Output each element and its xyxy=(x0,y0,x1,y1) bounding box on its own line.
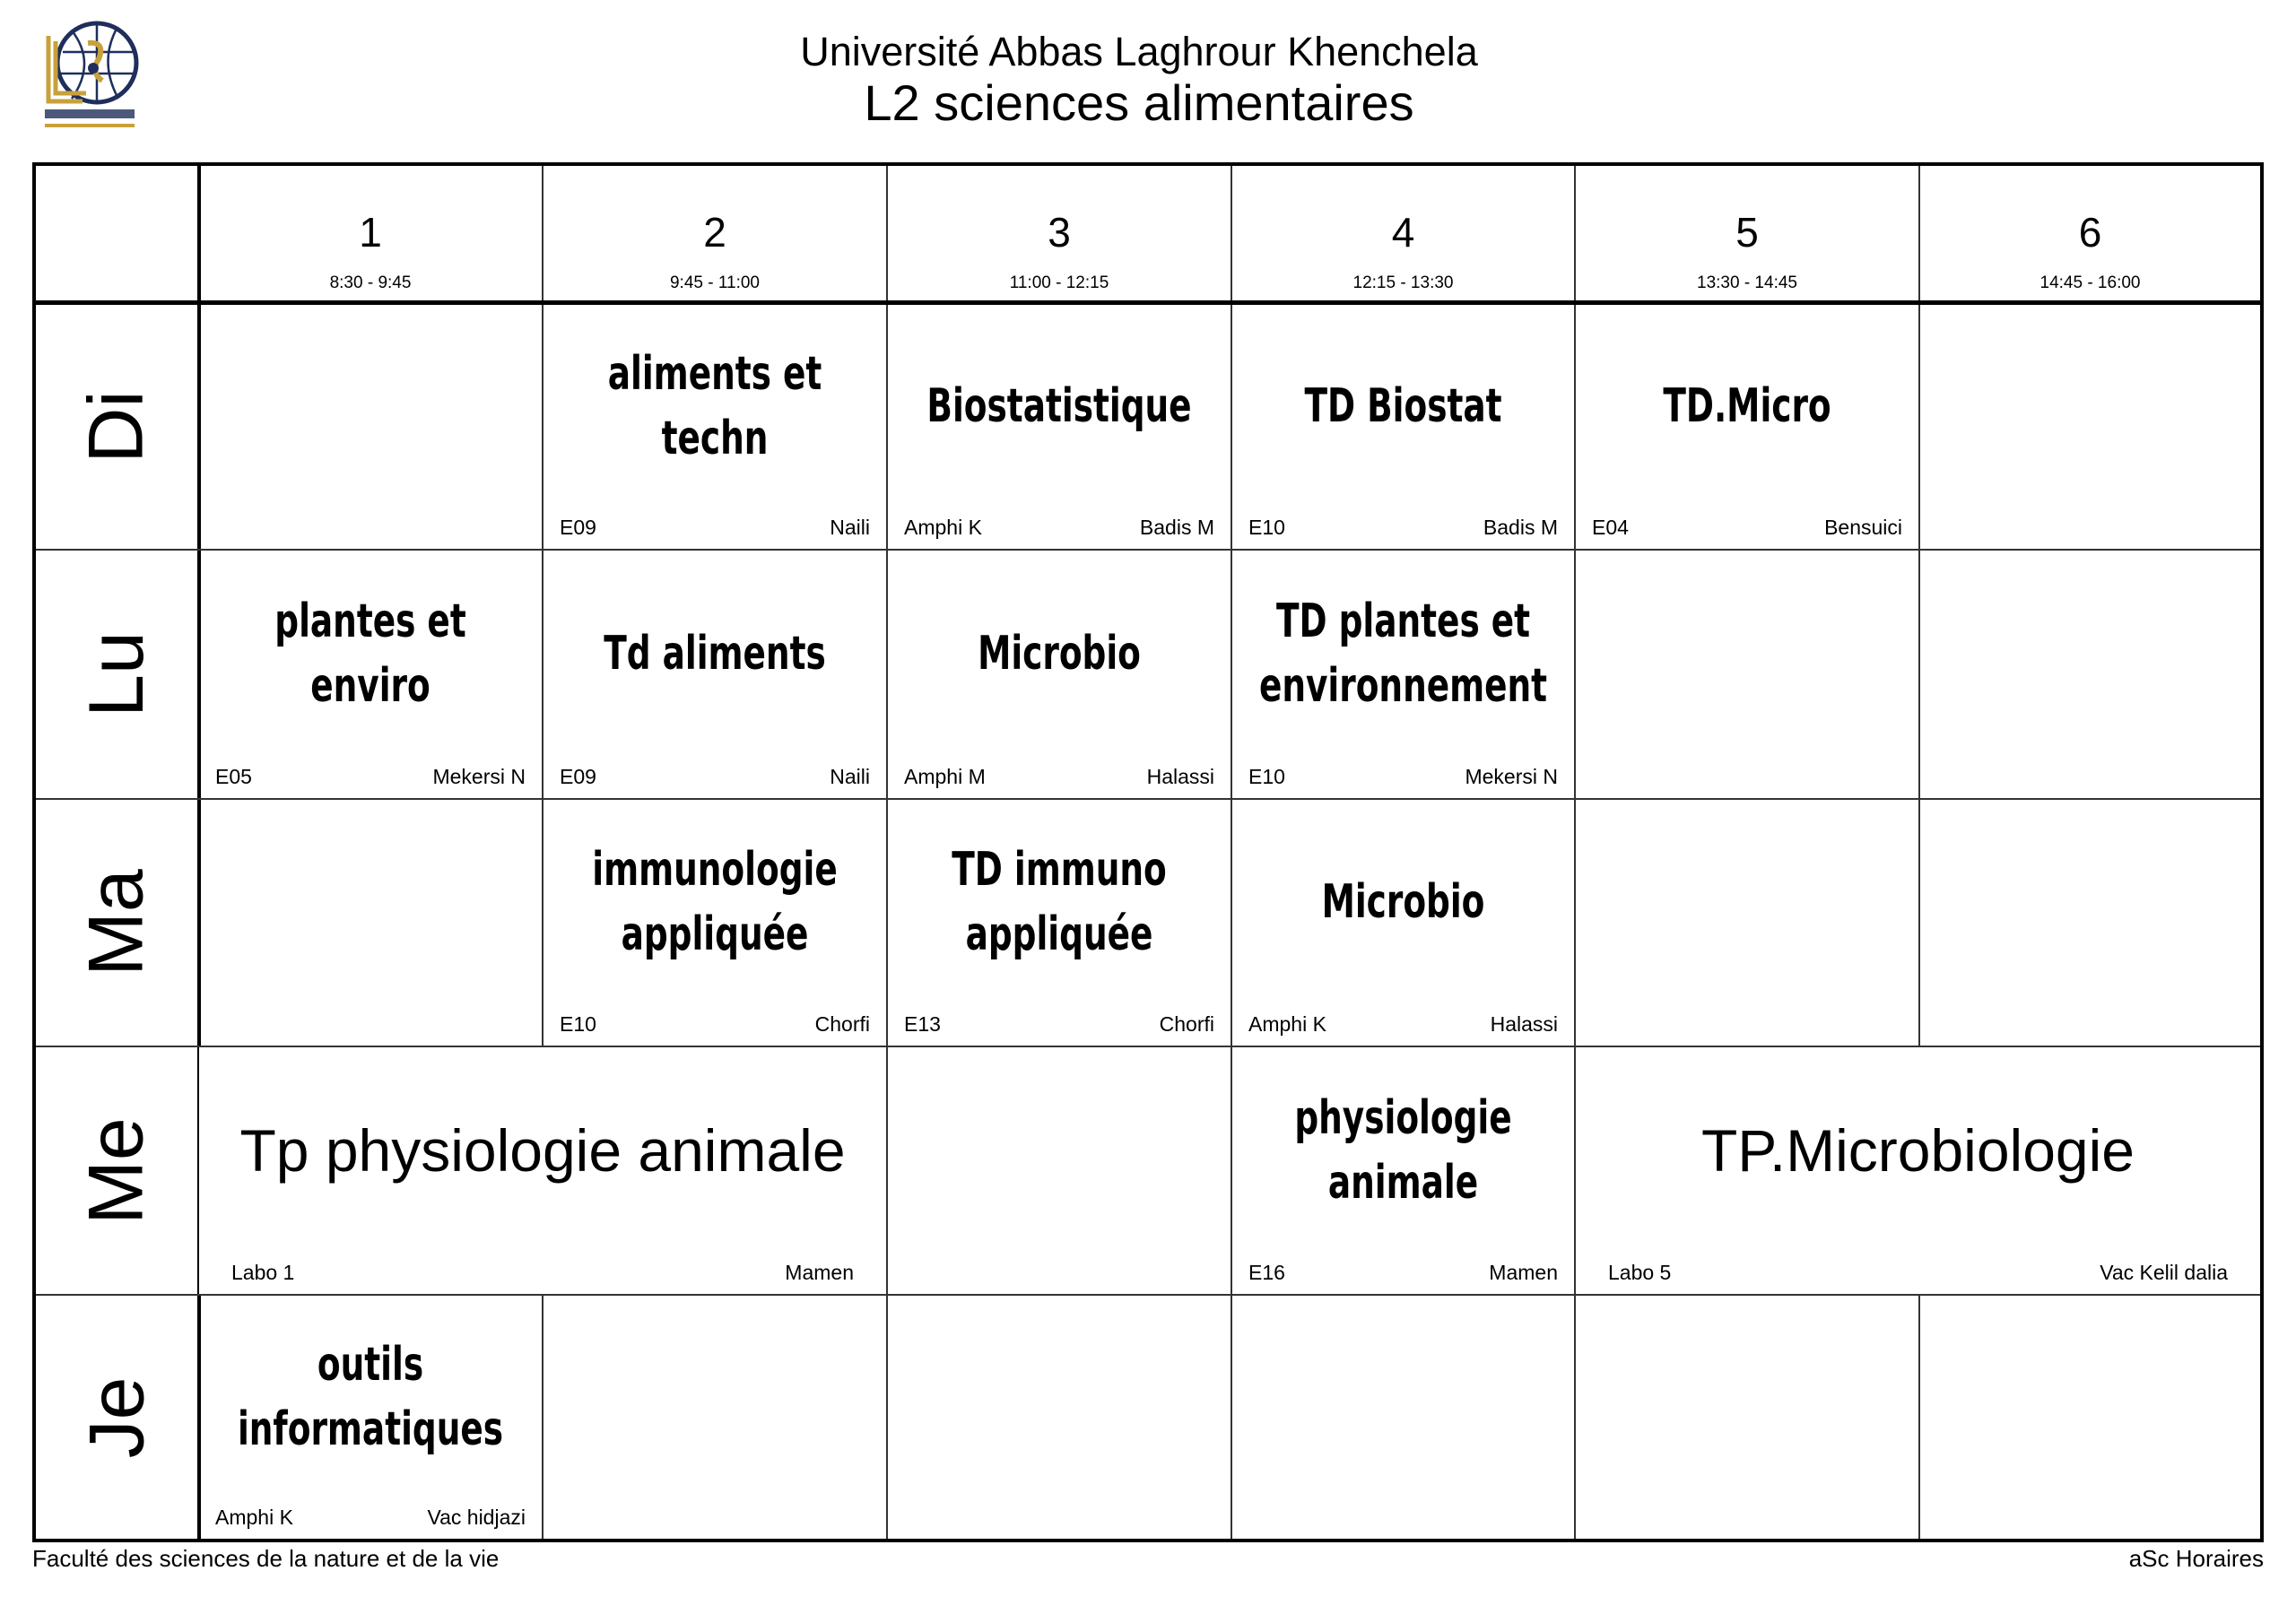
teacher-label: Chorfi xyxy=(1159,1012,1214,1036)
room-label: E04 xyxy=(1592,516,1629,539)
room-label: Labo 1 xyxy=(231,1261,295,1284)
session-card[interactable] xyxy=(199,1296,542,1539)
room-label: E10 xyxy=(560,1012,596,1036)
period-time: 11:00 - 12:15 xyxy=(1009,273,1109,292)
subject-label: Microbio xyxy=(1321,875,1485,929)
column-divider xyxy=(1918,166,1920,1539)
room-label: Amphi K xyxy=(904,516,982,539)
session-card[interactable] xyxy=(888,800,1231,1046)
period-header-3 xyxy=(888,166,1231,300)
subject-label: TD immuno appliquée xyxy=(952,843,1167,961)
subject-label: aliments et techn xyxy=(607,347,822,465)
faculty-footer: Faculté des sciences de la nature et de la vie xyxy=(32,1545,500,1572)
day-label-lu: Lu xyxy=(73,631,160,717)
teacher-label: Mekersi N xyxy=(432,765,526,788)
class-title: L2 sciences alimentaires xyxy=(864,74,1414,131)
session-card[interactable] xyxy=(1232,1047,1574,1294)
room-label: Amphi K xyxy=(1248,1012,1326,1036)
teacher-label: Badis M xyxy=(1483,516,1558,539)
teacher-label: Mamen xyxy=(785,1261,854,1284)
subject-label: Microbio xyxy=(978,627,1141,681)
subject-label: immunologie appliquée xyxy=(592,843,838,961)
period-number: 1 xyxy=(359,209,382,256)
period-header-2 xyxy=(544,166,886,300)
subject-label: plantes et enviro xyxy=(274,595,466,713)
teacher-label: Naili xyxy=(830,765,870,788)
teacher-label: Vac hidjazi xyxy=(427,1506,526,1529)
period-header-6 xyxy=(1920,166,2260,300)
period-number: 3 xyxy=(1048,209,1071,256)
day-label-je: Je xyxy=(74,1376,160,1458)
room-label: E05 xyxy=(215,765,252,788)
session-card[interactable] xyxy=(1576,1047,2260,1294)
day-label-di: Di xyxy=(74,390,160,464)
room-label: E09 xyxy=(560,516,596,539)
room-label: E16 xyxy=(1248,1261,1285,1284)
period-time: 9:45 - 11:00 xyxy=(669,273,760,292)
period-header-5 xyxy=(1576,166,1918,300)
subject-label: Td aliments xyxy=(604,627,826,681)
teacher-label: Chorfi xyxy=(814,1012,870,1036)
teacher-label: Badis M xyxy=(1139,516,1214,539)
session-card[interactable] xyxy=(544,551,886,798)
teacher-label: Mamen xyxy=(1489,1261,1558,1284)
period-time: 13:30 - 14:45 xyxy=(1697,273,1797,292)
subject-label: Biostatistique xyxy=(926,379,1192,433)
period-time: 14:45 - 16:00 xyxy=(2039,273,2141,292)
session-card[interactable] xyxy=(1232,551,1574,798)
teacher-label: Halassi xyxy=(1490,1012,1558,1036)
room-label: E10 xyxy=(1248,765,1285,788)
session-card[interactable] xyxy=(199,1047,886,1294)
session-card[interactable] xyxy=(544,800,886,1046)
period-number: 2 xyxy=(703,209,726,256)
software-credit: aSc Horaires xyxy=(2128,1545,2264,1572)
room-label: Amphi M xyxy=(904,765,986,788)
room-label: E13 xyxy=(904,1012,941,1036)
session-card[interactable] xyxy=(199,551,542,798)
period-number: 4 xyxy=(1391,209,1415,256)
subject-label: TD Biostat xyxy=(1304,379,1502,433)
period-header-1 xyxy=(199,166,542,300)
room-label: E09 xyxy=(560,765,596,788)
session-card[interactable] xyxy=(544,305,886,549)
session-card[interactable] xyxy=(888,305,1231,549)
session-card[interactable] xyxy=(1232,800,1574,1046)
period-number: 6 xyxy=(2078,209,2102,256)
session-card[interactable] xyxy=(888,551,1231,798)
teacher-label: Bensuici xyxy=(1824,516,1902,539)
day-label-me: Me xyxy=(74,1116,160,1225)
period-time: 12:15 - 13:30 xyxy=(1352,273,1454,292)
teacher-label: Halassi xyxy=(1146,765,1214,788)
teacher-label: Vac Kelil dalia xyxy=(2100,1261,2228,1284)
subject-label: TD.Micro xyxy=(1663,379,1831,433)
subject-label: TD plantes et environnement xyxy=(1258,595,1548,713)
period-header-4 xyxy=(1232,166,1574,300)
session-card[interactable] xyxy=(1232,305,1574,549)
period-time: 8:30 - 9:45 xyxy=(329,273,412,292)
room-label: Labo 5 xyxy=(1608,1261,1672,1284)
period-number: 5 xyxy=(1735,209,1759,256)
day-label-ma: Ma xyxy=(74,869,160,976)
teacher-label: Naili xyxy=(830,516,870,539)
subject-label: outils informatiques xyxy=(237,1337,504,1456)
subject-label: Tp physiologie animale xyxy=(239,1116,846,1184)
teacher-label: Mekersi N xyxy=(1465,765,1558,788)
timetable-grid xyxy=(32,162,2264,1542)
subject-label: physiologie animale xyxy=(1294,1090,1512,1210)
room-label: Amphi K xyxy=(215,1506,293,1529)
room-label: E10 xyxy=(1248,516,1285,539)
session-card[interactable] xyxy=(1576,305,1918,549)
subject-label: TP.Microbiologie xyxy=(1700,1116,2135,1184)
university-title: Université Abbas Laghrour Khenchela xyxy=(800,29,1478,74)
